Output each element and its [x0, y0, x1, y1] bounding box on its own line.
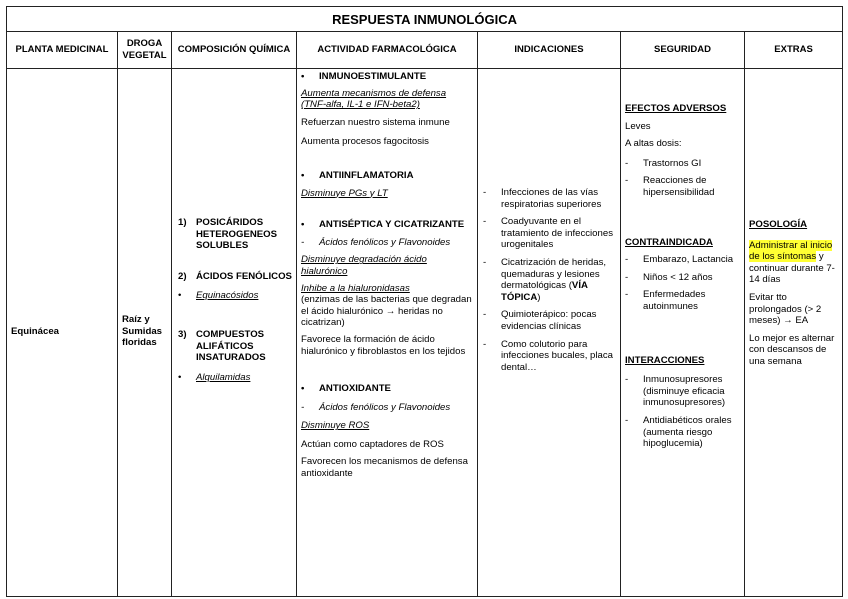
seg-ci-title: CONTRAINDICADA [625, 236, 713, 248]
dash-icon: - [625, 254, 629, 266]
act-antisep-title: • ANTISÉPTICA Y CICATRIZANTE [301, 219, 465, 231]
bullet-icon: • [178, 290, 182, 302]
seg-ci-2: - Niños < 12 años [625, 271, 713, 283]
seg-int-1: - Inmunosupresores (disminuye eficacia inmunosupresores) [625, 374, 726, 409]
act-antisep-t1: (enzimas de las bacterias que degradan el ácido hialurónico → heridas no cicatrizan) [301, 294, 472, 329]
bullet-icon: • [178, 371, 182, 383]
seg-ea-1: - Trastornos GI [625, 157, 702, 169]
header-composicion: COMPOSICIÓN QUÍMICA [172, 32, 297, 69]
ind-5: - Como colutorio para infecciones bucales, placa dental… [483, 338, 613, 373]
comp-2: 2) ÁCIDOS FENÓLICOS [178, 270, 292, 282]
comp-3-sub: • Alquilamidas [178, 371, 251, 383]
dash-icon: - [483, 309, 487, 321]
extras-posologia: Administrar al inicio de los síntomas y continuar durante 7-14 días [749, 239, 835, 286]
dash-icon: - [301, 236, 305, 248]
dash-icon: - [625, 289, 629, 301]
header-indicaciones: INDICACIONES [478, 32, 621, 69]
bullet-icon: • [301, 219, 305, 231]
ind-3: - Cicatrización de heridas, quemaduras y lesiones dermatológicas (VÍA TÓPICA) [483, 256, 607, 303]
comp-2-sub: • Equinacósidos [178, 290, 259, 302]
cell-seguridad [621, 69, 745, 597]
dash-icon: - [625, 157, 629, 169]
ind-1: - Infecciones de las vías respiratorias superiores [483, 187, 602, 210]
header-seguridad: SEGURIDAD [621, 32, 745, 69]
cell-actividad [297, 69, 478, 597]
table-title: RESPUESTA INMUNOLÓGICA [7, 7, 843, 32]
cell-extras [745, 69, 843, 597]
dash-icon: - [483, 256, 487, 268]
dash-icon: - [301, 401, 305, 413]
bullet-icon: • [301, 71, 305, 82]
dash-icon: - [625, 374, 629, 386]
seg-ea-altas: A altas dosis: [625, 138, 682, 150]
extras-p3: Lo mejor es alternar con descansos de una semana [749, 332, 835, 367]
seg-int-title: INTERACCIONES [625, 354, 705, 366]
planta-name: Equinácea [11, 325, 59, 337]
cell-droga [118, 69, 172, 597]
act-antiinf-title: • ANTIINFLAMATORIA [301, 169, 414, 181]
dash-icon: - [625, 414, 629, 426]
seg-ea-title: EFECTOS ADVERSOS [625, 103, 727, 114]
seg-ci-1: - Embarazo, Lactancia [625, 254, 734, 266]
act-antisep-i: - Ácidos fenólicos y Flavonoides [301, 236, 451, 248]
act-antiox-t2: Favorecen los mecanismos de defensa antioxidante [301, 456, 468, 480]
bullet-icon: • [301, 383, 305, 395]
seg-ea-2: - Reacciones de hipersensibilidad [625, 175, 715, 198]
seg-ea-leves: Leves [625, 120, 651, 132]
ind-2: - Coadyuvante en el tratamiento de infecciones urogenitales [483, 216, 613, 251]
act-inmuno-title: • INMUNOESTIMULANTE [301, 71, 427, 82]
header-planta: PLANTA MEDICINAL [7, 32, 118, 69]
dash-icon: - [625, 175, 629, 187]
act-antiox-title: • ANTIOXIDANTE [301, 383, 391, 395]
comp-3: 3) COMPUESTOS ALIFÁTICOS INSATURADOS [178, 328, 266, 364]
inmunologia-table [6, 6, 843, 597]
act-antisep-u2: Inhibe a la hialuronidasas [301, 282, 410, 294]
act-inmuno-u: Aumenta mecanismos de defensa (TNF-alfa, IL-1 e IFN-beta2) [301, 87, 447, 111]
cell-indicaciones [478, 69, 621, 597]
seg-int-2: - Antidiabéticos orales (aumenta riesgo hipoglucemia) [625, 414, 732, 450]
bullet-icon: • [301, 169, 305, 181]
header-actividad: ACTIVIDAD FARMACOLÓGICA [297, 32, 478, 69]
seg-ci-3: - Enfermedades autoinmunes [625, 289, 706, 312]
dash-icon: - [483, 338, 487, 350]
header-droga: DROGA VEGETAL [118, 32, 172, 69]
act-antiox-t1: Actúan como captadores de ROS [301, 438, 444, 450]
act-inmuno-t1: Refuerzan nuestro sistema inmune [301, 116, 450, 128]
comp-1: 1) POSICÁRIDOS HETEROGENEOS SOLUBLES [178, 217, 278, 252]
cell-planta [7, 69, 118, 597]
dash-icon: - [483, 187, 487, 198]
extras-p2: Evitar tto prolongados (> 2 meses) → EA [749, 291, 822, 327]
act-antiox-u: Disminuye ROS [301, 420, 370, 432]
extras-posologia-title: POSOLOGÍA [749, 219, 808, 230]
droga-text: Raíz y Sumidas floridas [122, 314, 162, 349]
act-antiox-i: - Ácidos fenólicos y Flavonoides [301, 401, 451, 413]
act-antisep-u: Disminuye degradación ácido hialurónico [301, 254, 427, 277]
cell-composicion [172, 69, 297, 597]
act-antisep-t2: Favorece la formación de ácido hialurónico y fibroblastos en los tejidos [301, 333, 466, 357]
highlighted-text: Administrar al inicio de los síntomas [749, 239, 833, 263]
dash-icon: - [625, 271, 629, 283]
act-inmuno-t2: Aumenta procesos fagocitosis [301, 136, 429, 148]
dash-icon: - [483, 216, 487, 228]
ind-4: - Quimioterápico: pocas evidencias clínicas [483, 309, 597, 332]
header-extras: EXTRAS [745, 32, 843, 69]
act-antiinf-u: Disminuye PGs y LT [301, 187, 388, 199]
document [6, 6, 842, 594]
